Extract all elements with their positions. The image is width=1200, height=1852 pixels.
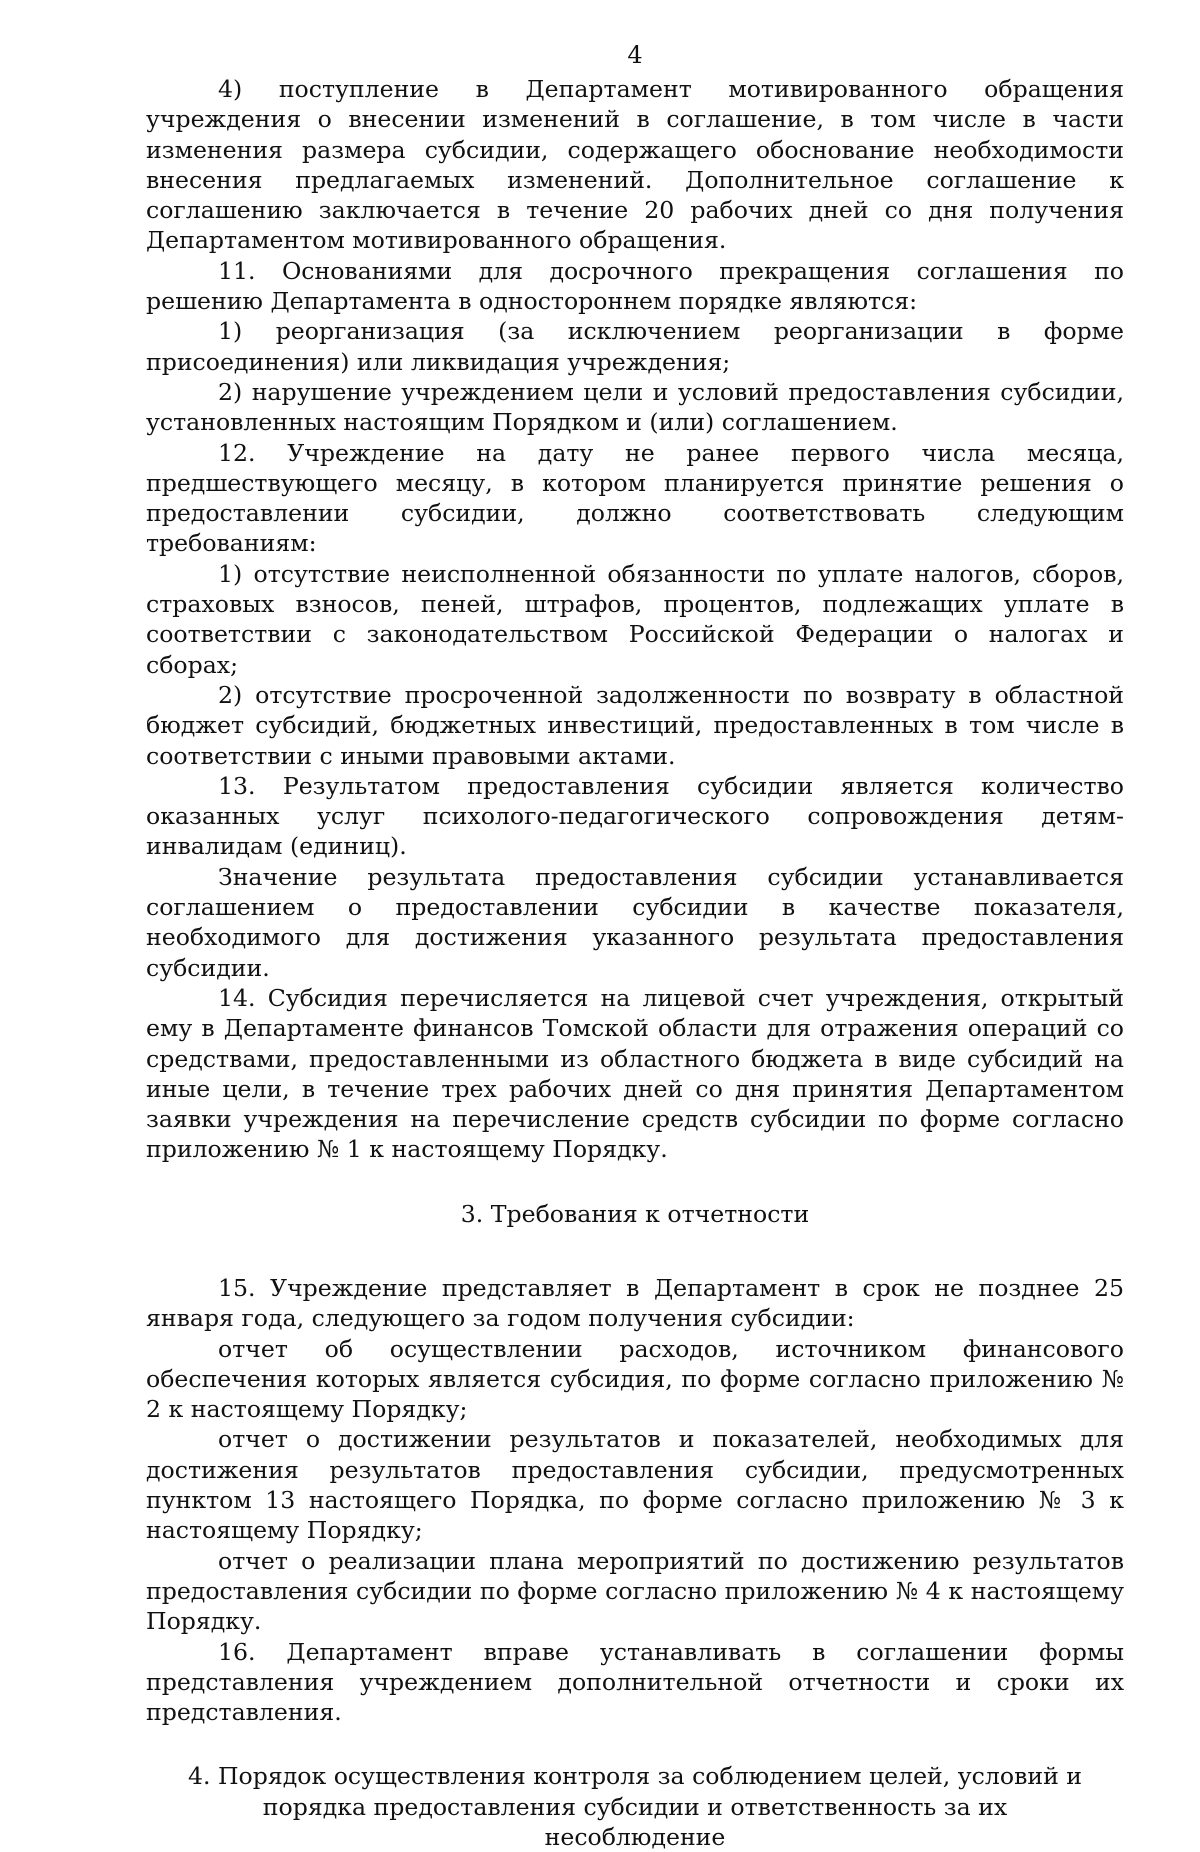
paragraph: 12. Учреждение на дату не ранее первого числа месяца, предшествующего месяцу, в котором планируется принятие решения о предоставлении субсидии, должно соответствовать следующим требованиям: <box>146 438 1124 558</box>
page-number: 4 <box>627 41 643 69</box>
paragraph: отчет о реализации плана мероприятий по достижению результатов предоставления субсидии по форме согласно приложению № 4 к настоящему Порядку. <box>146 1546 1124 1636</box>
paragraph: Значение результата предоставления субсидии устанавливается соглашением о предоставлении субсидии в качестве показателя, необходимого для достижения указанного результата предоставления субсидии. <box>146 862 1124 982</box>
paragraph: 2) нарушение учреждением цели и условий предоставления субсидии, установленных настоящим Порядком и (или) соглашением. <box>146 377 1124 437</box>
paragraph: отчет об осуществлении расходов, источником финансового обеспечения которых является субсидия, по форме согласно приложению № 2 к настоящему Порядку; <box>146 1334 1124 1424</box>
paragraph: 13. Результатом предоставления субсидии является количество оказанных услуг психолого-педагогического сопровождения детям-инвалидам (единиц). <box>146 771 1124 861</box>
paragraph: 16. Департамент вправе устанавливать в соглашении формы представления учреждением дополнительной отчетности и сроки их представления. <box>146 1637 1124 1727</box>
paragraph: 15. Учреждение представляет в Департамент в срок не позднее 25 января года, следующего за годом получения субсидии: <box>146 1273 1124 1333</box>
paragraph: 1) отсутствие неисполненной обязанности по уплате налогов, сборов, страховых взносов, пеней, штрафов, процентов, подлежащих уплате в соответствии с законодательством Российской Федерации о налогах и сборах; <box>146 559 1124 679</box>
paragraph: 14. Субсидия перечисляется на лицевой счет учреждения, открытый ему в Департаменте финансов Томской области для отражения операций со средствами, предоставленными из областного бюджета в виде субсидий на иные цели, в течение трех рабочих дней со дня принятия Департаментом заявки учреждения на перечисление средств субсидии по форме согласно приложению № 1 к настоящему Порядку. <box>146 983 1124 1164</box>
paragraph: 2) отсутствие просроченной задолженности по возврату в областной бюджет субсидий, бюджетных инвестиций, предоставленных в том числе в соответствии с иными правовыми актами. <box>146 680 1124 770</box>
section-heading: 3. Требования к отчетности <box>460 1199 810 1228</box>
document-page <box>146 40 1124 1852</box>
section-heading: 4. Порядок осуществления контроля за соблюдением целей, условий и порядка предоставления субсидии и ответственность за их несоблюдение <box>187 1762 1083 1852</box>
paragraph: 1) реорганизация (за исключением реорганизации в форме присоединения) или ликвидация учреждения; <box>146 317 1124 376</box>
paragraph: 11. Основаниями для досрочного прекращения соглашения по решению Департамента в одностороннем порядке являются: <box>146 256 1124 316</box>
paragraph: отчет о достижении результатов и показателей, необходимых для достижения результатов предоставления субсидии, предусмотренных пунктом 13 настоящего Порядка, по форме согласно приложению № 3 к настоящему Порядку; <box>146 1425 1124 1545</box>
paragraph: 4) поступление в Департамент мотивированного обращения учреждения о внесении изменений в соглашение, в том числе в части изменения размера субсидии, содержащего обоснование необходимости внесения предлагаемых изменений. Дополнительное соглашение к соглашению заключается в течение 20 рабочих дней со дня получения Департаментом мотивированного обращения. <box>146 75 1124 255</box>
